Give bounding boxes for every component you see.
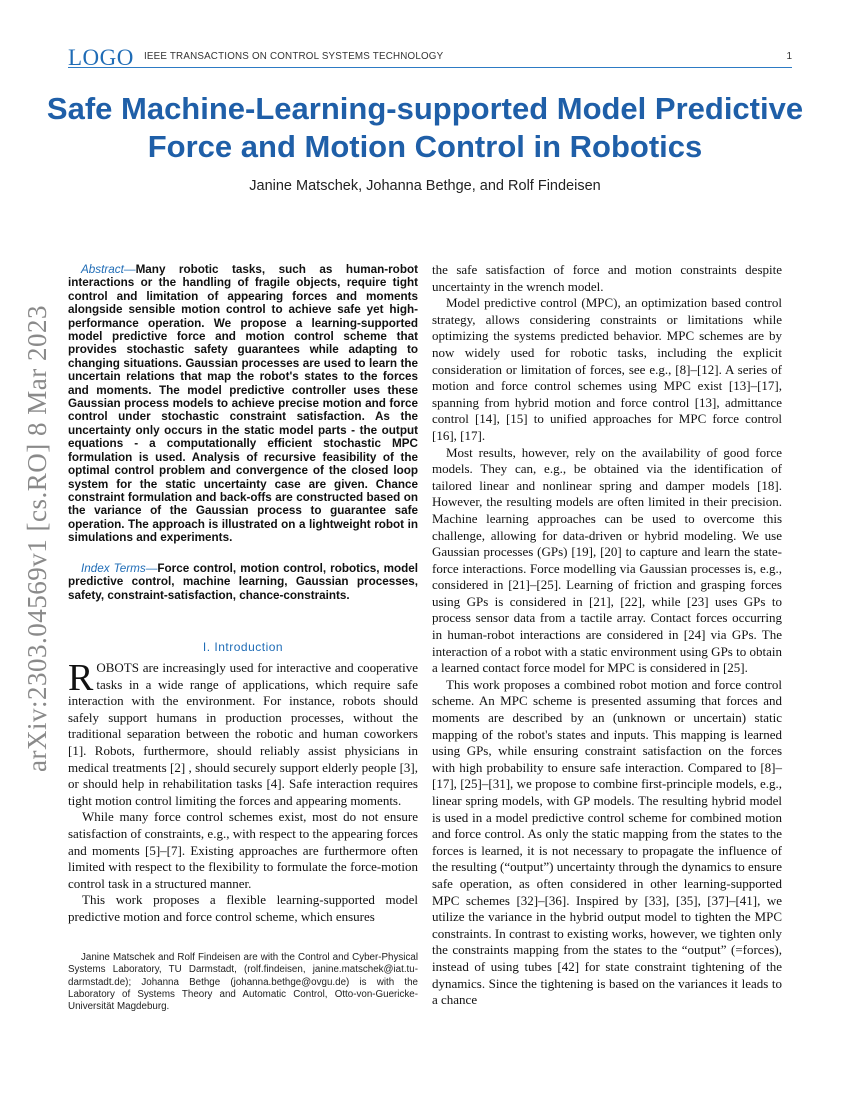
paper-authors: Janine Matschek, Johanna Bethge, and Rolf Findeisen xyxy=(249,178,601,194)
page-number: 1 xyxy=(786,51,792,62)
header-rule xyxy=(68,67,792,68)
author-affiliation-footnote: Janine Matschek and Rolf Findeisen are with the Control and Cyber-Physical Systems Laboratory, TU Darmstadt, (rolf.findeisen, janine.matschek@iat.tu-darmstadt.de); Johanna Bethge (johanna.bethge@ovgu.de) is with the Laboratory of Systems Theory and Automatic Control, Otto-von-Guericke-Universität Magdeburg. xyxy=(68,952,418,1013)
index-terms xyxy=(68,562,418,602)
section-heading-introduction: I. Introduction xyxy=(202,640,284,654)
abstract xyxy=(68,263,418,545)
intro-paragraph-3: This work proposes a flexible learning-supported model predictive motion and force control scheme, which ensures xyxy=(68,892,418,924)
right-paragraph-3: Most results, however, rely on the availability of good force models. They can, e.g., be obtained via the identification of tailored linear and nonlinear spring and damper models [18]. However, the resulting models are often limited in their precision. Machine learning approaches can be used to overcome this challenge, allowing for data-driven or hybrid modeling. We use Gaussian processes (GPs) [19], [20] to capture and learn the state-force interactions. Force modelling via Gaussian processes is, e.g., considered in [21]–[25]. Learning of friction and grasping forces using GPs is considered in [21], [22], while [23] uses GPs to process sensor data from a tactile array. Contact forces occurring in human-robot interactions are considered in [24] via GPs. The interaction of a robot with a static environment using GPs to obtain a learned contact force model for MPC is considered in [25]. xyxy=(432,444,782,676)
right-column-body xyxy=(432,262,782,1009)
left-column-body xyxy=(68,657,418,926)
abstract-text: Many robotic tasks, such as human-robot interactions or the handling of fragile objects, require tight control and limitation of appearing forces and moments alongside sensible motion control to achieve safe yet high-performance operation. We propose a learning-supported model predictive force and motion control scheme that provides stochastic safety guarantees while adapting to changing situations. Gaussian processes are used to learn the uncertain relations that map the robot's states to the forces and moments. The model predictive controller uses these Gaussian process models to achieve precise motion and force control under stochastic constraint satisfaction. As the uncertainty only occurs in the static model parts - the output equations - a computationally efficient stochastic MPC formulation is used. Analysis of recursive feasibility of the optimal control problem and convergence of the closed loop system for the static uncertainty case are given. Chance constraint formulation and back-offs are constructed based on the variance of the Gaussian process to guarantee safe operation. The approach is illustrated on a lightweight robot in simulations and experiments. xyxy=(68,263,418,545)
journal-logo: LOGO xyxy=(68,45,134,70)
index-terms-text: Force control, motion control, robotics, model predictive control, machine learning, Gaussian processes, safety, constraint-satisfaction, chance-constraints. xyxy=(68,562,418,602)
journal-name: IEEE TRANSACTIONS ON CONTROL SYSTEMS TECHNOLOGY xyxy=(144,51,444,62)
right-paragraph-1: the safe satisfaction of force and motion constraints despite uncertainty in the wrench model. xyxy=(432,262,782,294)
intro-paragraph-1: ROBOTS are increasingly used for interactive and cooperative tasks in a wide range of applications, which require safe interaction with the environment. For instance, robots should safely support humans in production processes, without the traditional separation between the robotic and human coworkers [1]. Robots, furthermore, should reliably assist physicians in medical treatments [2] , should securely support elderly people [3], or should help in rehabilitation tasks [4]. Safe interaction requires tight motion control limiting the forces and appearing moments. xyxy=(68,657,418,808)
right-paragraph-2: Model predictive control (MPC), an optimization based control strategy, allows considering constraints or limitations while optimizing the systems predicted behavior. MPC schemes are by now widely used for robotic tasks, including the explicit consideration or limitation of forces, see e.g., [8]–[12]. A series of motion and force control schemes using MPC exist [13]–[17], spanning from hybrid motion and force control [13], admittance control [14], [15] to unified approaches for MPC force control [16], [17]. xyxy=(432,295,782,443)
index-terms-label: Index Terms— xyxy=(81,562,158,575)
intro-paragraph-2: While many force control schemes exist, most do not ensure satisfaction of constraints, e.g., with respect to the appearing forces and moments [5]–[7]. Existing approaches are furthermore often limited with respect to the flexibility to formulate the force-motion control task in a structured manner. xyxy=(68,809,418,891)
paper-title: Safe Machine-Learning-supported Model Predictive Force and Motion Control in Robotics xyxy=(46,91,804,164)
abstract-label: Abstract— xyxy=(81,263,136,276)
arxiv-identifier: arXiv:2303.04569v1 [cs.RO] 8 Mar 2023 xyxy=(22,305,52,772)
right-paragraph-4: This work proposes a combined robot motion and force control scheme. An MPC scheme is presented assuming that forces and moments are described by an (unknown or uncertain) static mapping of the robot's states and inputs. This mapping is learned using GPs, while ensuring constraint satisfaction on the forces with high probability to ensure safe interaction. Compared to [8]–[17], [25]–[31], we propose to combine first-principle models, e.g., linear spring models, with GP models. The resulting hybrid model is used in a model predictive control scheme for combined motion and force control. As only the static mapping from the states to the forces is learned, it is not necessary to propagate the influence of the resulting (“output”) uncertainty through the dynamics to ensure safe operation, as often considered in other learning-supported MPC schemes [32]–[36]. Inspired by [33], [35], [37]–[41], we utilize the variance in the hybrid output model to tighten the MPC constraints. In contrast to existing works, however, we tighten only the constraints mapping from the states to the “output” (=forces), instead of using tubes [42] for state constraint tightening of the dynamics. Since the tightening is based on the variances it leads to a chance xyxy=(432,676,782,1008)
drop-cap: R xyxy=(68,657,94,699)
